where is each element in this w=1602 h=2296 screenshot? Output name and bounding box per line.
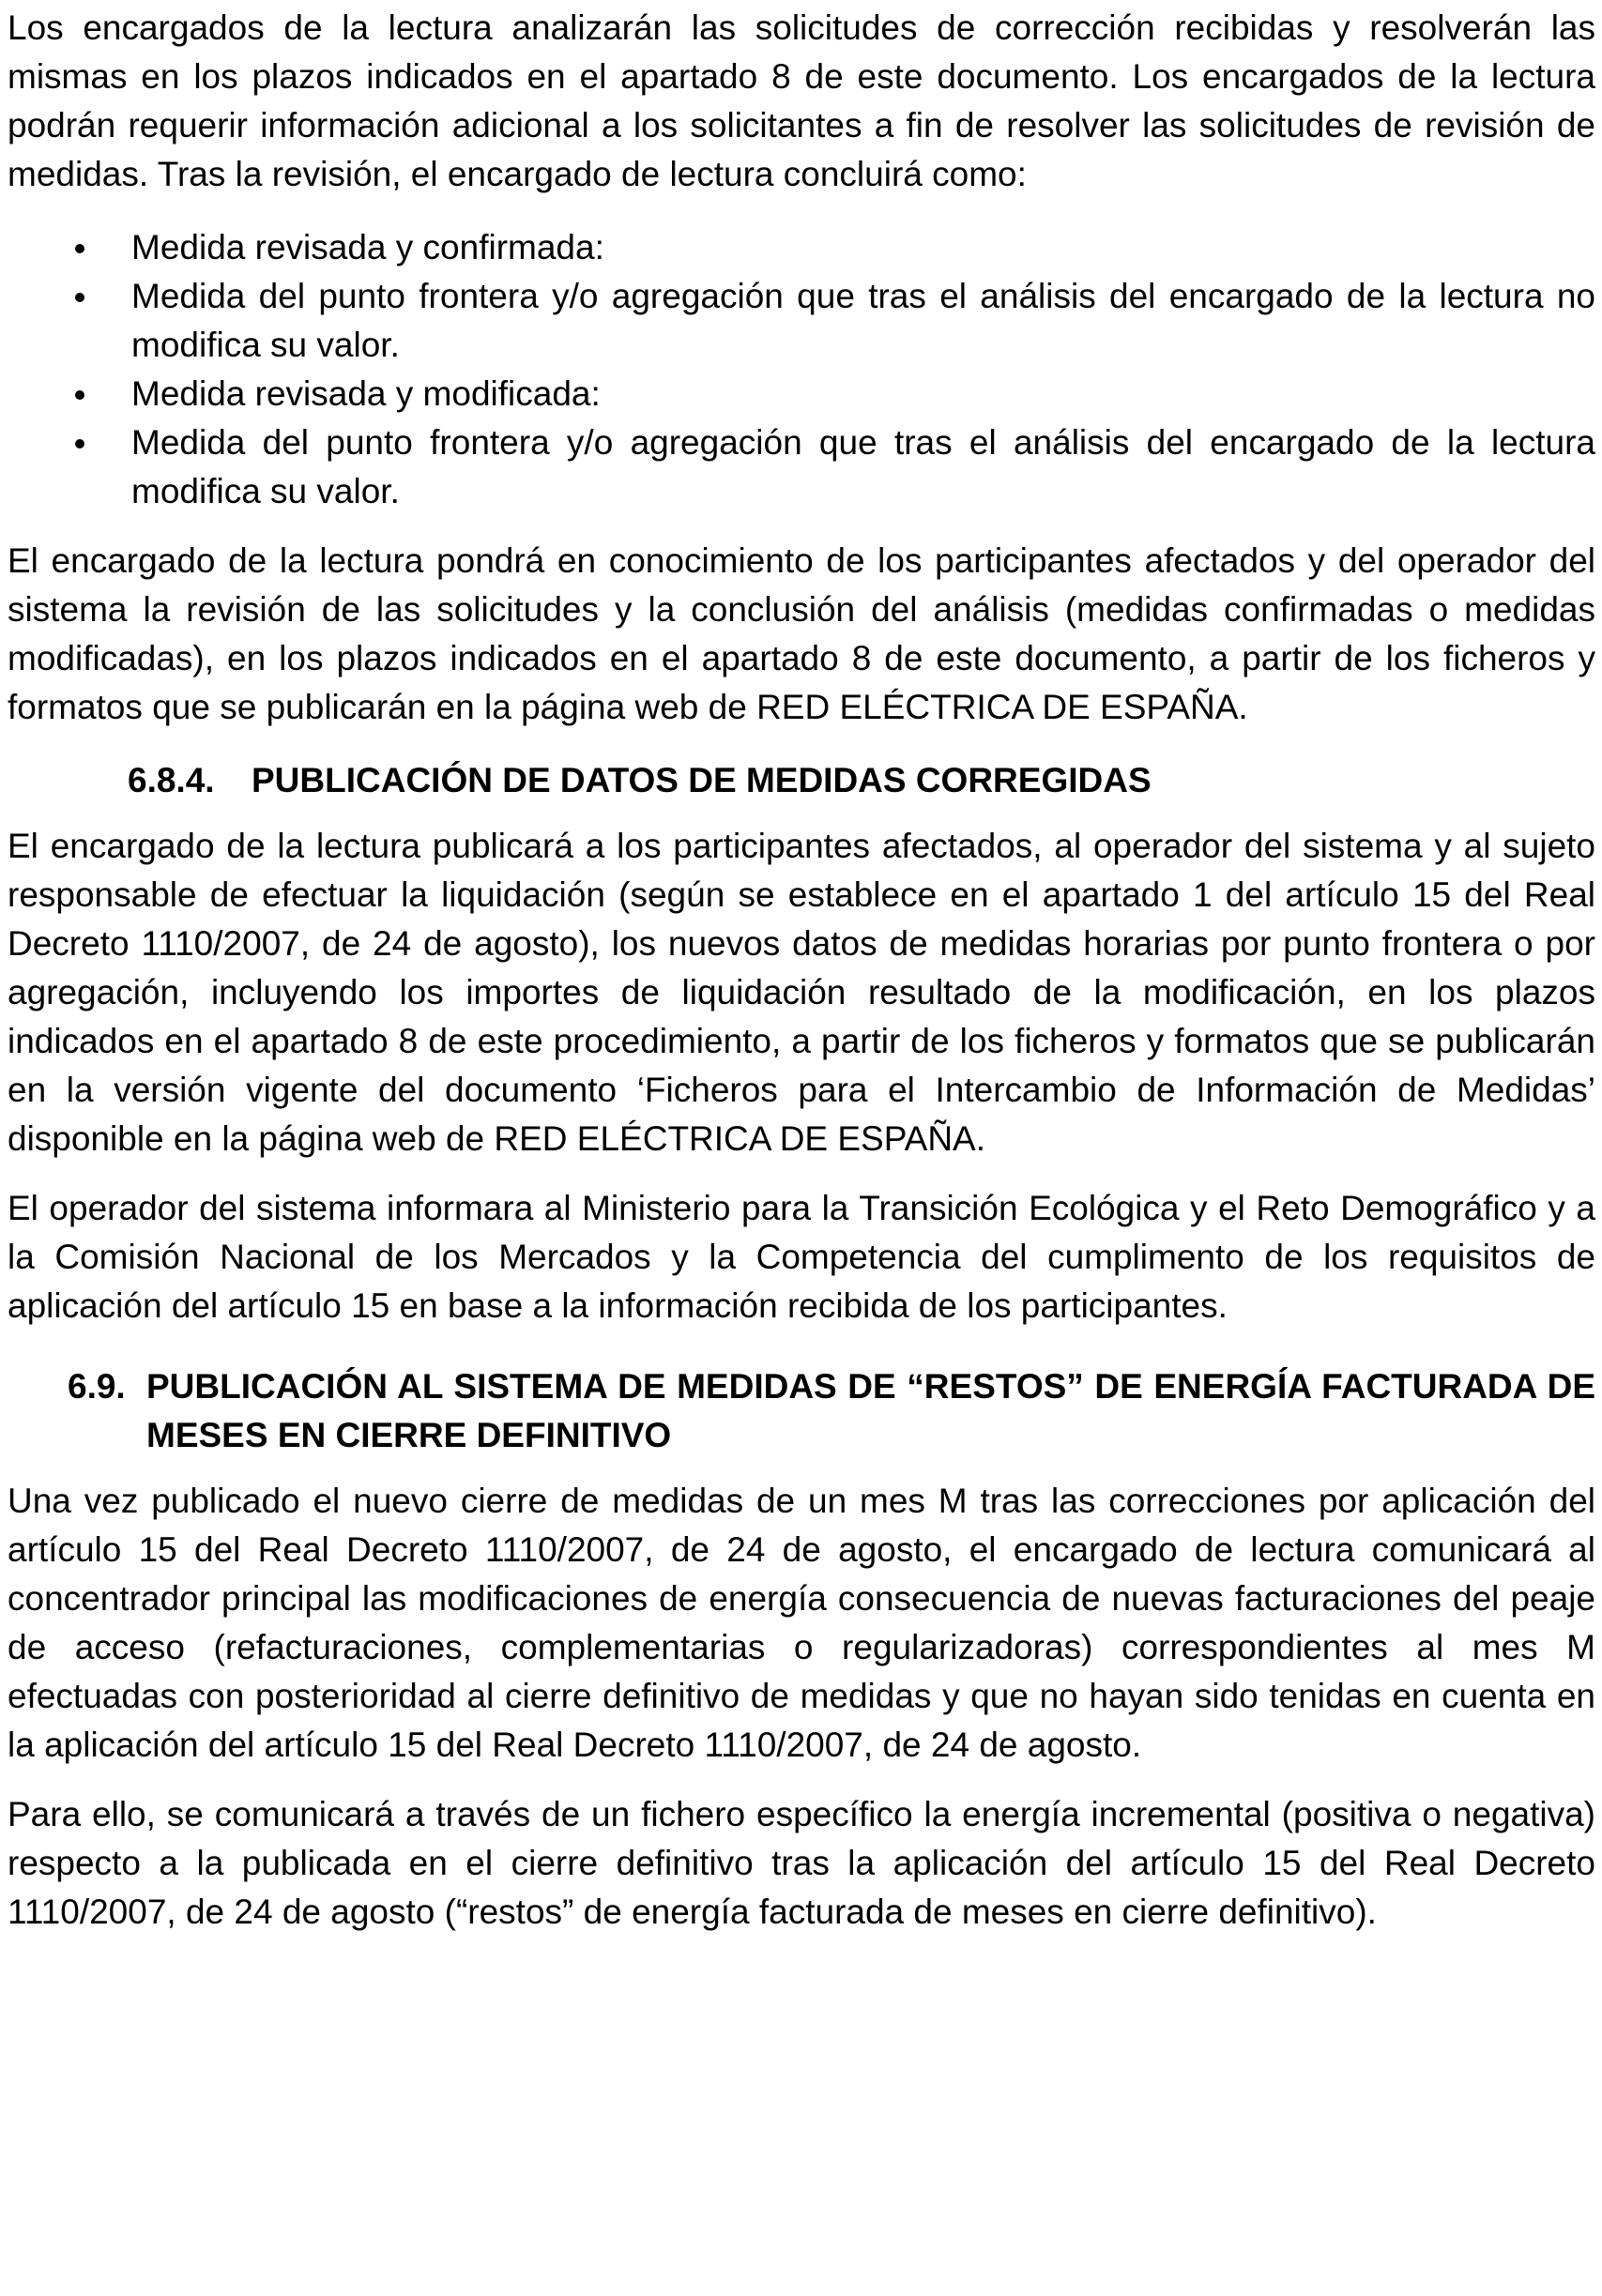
paragraph-new-closure: Una vez publicado el nuevo cierre de medidas de un mes M tras las correcciones por aplicación del artículo 15 del Real Decreto 1110/2007, de 24 de agosto, el encargado de lectura comunicará al concentrador principal las modificaciones de energía consecuencia de nuevas facturaciones del peaje de acceso (refacturaciones, complementarias o regularizadoras) correspondientes al mes M efectuadas con posterioridad al cierre definitivo de medidas y que no hayan sido tenidas en cuenta en la aplicación del artículo 15 del Real Decreto 1110/2007, de 24 de agosto. <box>8 1482 1595 1764</box>
paragraph-resolution: Los encargados de la lectura analizarán las solicitudes de corrección recibidas y resolverán las mismas en los plazos indicados en el apartado 8 de este documento. Los encargados de la lectura podrán requerir información adicional a los solicitantes a fin de resolver las solicitudes de revisión de medidas. Tras la revisión, el encargado de lectura concluirá como: <box>8 8 1595 193</box>
section-number: 6.9. <box>68 1367 126 1406</box>
section-title: PUBLICACIÓN AL SISTEMA DE MEDIDAS DE “RESTOS” DE ENERGÍA FACTURADA DE MESES EN CIERRE DEFINITIVO <box>146 1367 1595 1454</box>
bullet-icon <box>75 244 84 253</box>
section-title: PUBLICACIÓN DE DATOS DE MEDIDAS CORREGIDAS <box>252 761 1152 799</box>
paragraph-publication: El encargado de la lectura publicará a los participantes afectados, al operador del sistema y al sujeto responsable de efectuar la liquidación (según se establece en el apartado 1 del artículo 15 del Real Decreto 1110/2007, de 24 de agosto), los nuevos datos de medidas horarias por punto frontera o por agregación, incluyendo los importes de liquidación resultado de la modificación, en los plazos indicados en el apartado 8 de este procedimiento, a partir de los ficheros y formatos que se publicarán en la versión vigente del documento ‘Ficheros para el Intercambio de Información de Medidas’ disponible en la página web de RED ELÉCTRICA DE ESPAÑA. <box>8 827 1595 1158</box>
bullet-icon <box>75 390 84 400</box>
paragraph-incremental-energy: Para ello, se comunicará a través de un fichero específico la energía incremental (positiva o negativa) respecto a la publicada en el cierre definitivo tras la aplicación del artículo 15 del Real Decreto 1110/2007, de 24 de agosto (“restos” de energía facturada de meses en cierre definitivo). <box>8 1795 1595 1931</box>
list-item-text: Medida del punto frontera y/o agregación que tras el análisis del encargado de la lectura modifica su valor. <box>131 423 1595 510</box>
list-item <box>8 272 1595 370</box>
section-number: 6.8.4. <box>128 761 215 799</box>
paragraph-ministry: El operador del sistema informara al Ministerio para la Transición Ecológica y el Reto Demográfico y a la Comisión Nacional de los Mercados y la Competencia del cumplimento de los requisitos de aplicación del artículo 15 en base a la información recibida de los participantes. <box>8 1189 1595 1325</box>
section-heading-6-8-4 <box>8 756 1595 805</box>
list-item-text: Medida del punto frontera y/o agregación que tras el análisis del encargado de la lectura no modifica su valor. <box>131 277 1595 364</box>
conclusion-list <box>8 223 1595 516</box>
list-item <box>8 370 1595 418</box>
bullet-icon <box>75 439 84 449</box>
list-item-text: Medida revisada y confirmada: <box>131 228 604 266</box>
list-item-text: Medida revisada y modificada: <box>131 374 601 413</box>
document-page <box>8 4 1595 1937</box>
list-item <box>8 223 1595 272</box>
bullet-icon <box>75 293 84 302</box>
paragraph-notification: El encargado de la lectura pondrá en conocimiento de los participantes afectados y del operador del sistema la revisión de las solicitudes y la conclusión del análisis (medidas confirmadas o medidas modificadas), en los plazos indicados en el apartado 8 de este documento, a partir de los ficheros y formatos que se publicarán en la página web de RED ELÉCTRICA DE ESPAÑA. <box>8 541 1595 726</box>
list-item <box>8 418 1595 516</box>
section-heading-6-9 <box>8 1362 1595 1460</box>
